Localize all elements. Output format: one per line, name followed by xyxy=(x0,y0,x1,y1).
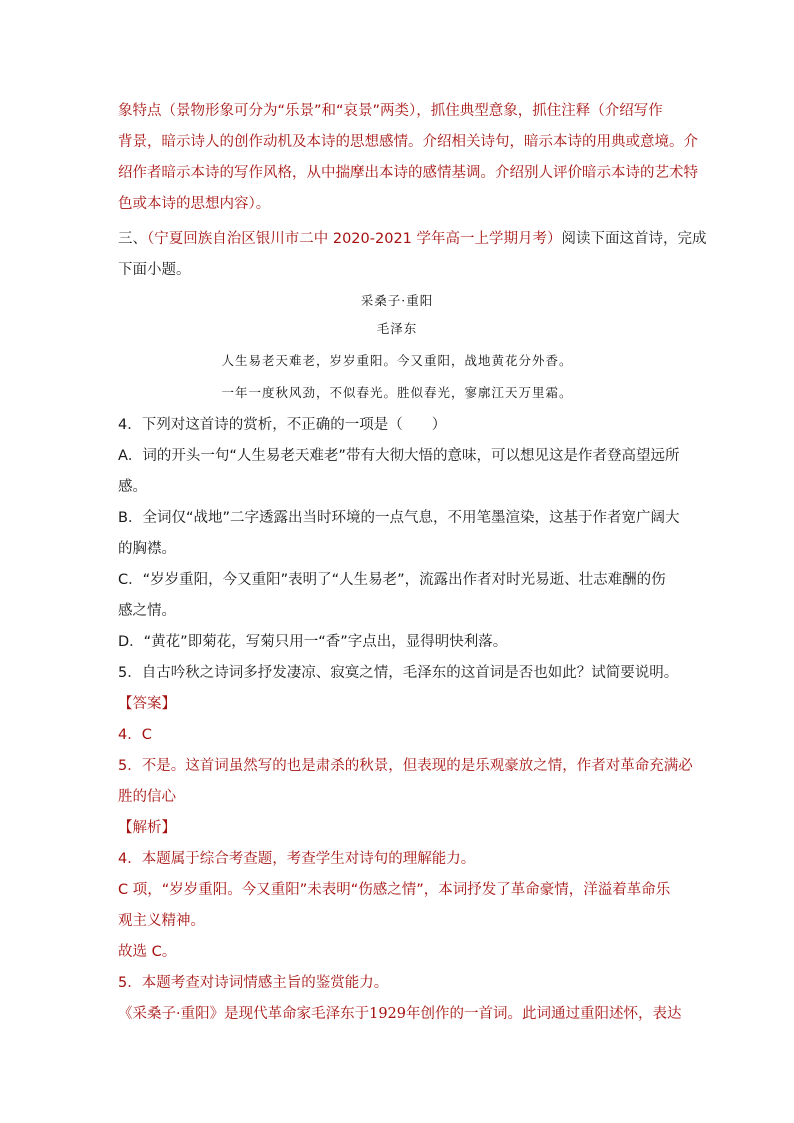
question-5: 5．自古吟秋之诗词多抒发凄凉、寂寞之情，毛泽东的这首词是否也如此？试简要说明。 xyxy=(118,665,679,681)
analysis-line-2: C 项，“岁岁重阳。今又重阳”未表明“伤感之情”，本词抒发了革命豪情，洋溢着革命乐 xyxy=(118,882,671,898)
poem-author: 毛泽东 xyxy=(376,321,418,336)
section3-prefix: 三、 xyxy=(118,231,147,247)
intro-line-3: 绍作者暗示本诗的写作风格，从中揣摩出本诗的感情基调。介绍别人评价暗示本诗的艺术特 xyxy=(118,165,698,181)
intro-line-1: 象特点（景物形象可分为“乐景”和“哀景”两类），抓住典型意象，抓住注释（介绍写作 xyxy=(118,103,663,119)
poem-title: 采桑子·重阳 xyxy=(360,293,434,308)
analysis-line-6-a: 《采桑子·重阳》是现代革命家毛泽东于 xyxy=(118,1006,370,1022)
analysis-line-6 xyxy=(118,1004,682,1024)
intro-line-4: 色或本诗的思想内容）。 xyxy=(118,196,271,212)
analysis-line-5: 5．本题考查对诗词情感主旨的鉴赏能力。 xyxy=(118,975,389,991)
answer-5-line-1: 5．不是。这首词虽然写的也是肃杀的秋景，但表现的是乐观豪放之情，作者对革命充满必 xyxy=(118,758,693,774)
analysis-heading: 【解析】 xyxy=(118,820,176,836)
option-d: D．“黄花”即菊花，写菊只用一“香”字点出，显得明快利落。 xyxy=(118,634,508,650)
answer-4: 4．C xyxy=(118,727,152,743)
option-b-line-2: 的胸襟。 xyxy=(118,541,176,557)
analysis-line-4: 故选 C。 xyxy=(118,944,177,960)
analysis-year: 1929 xyxy=(369,1006,407,1022)
intro-line-2: 背景，暗示诗人的创作动机及本诗的思想感情。介绍相关诗句，暗示本诗的用典或意境。介 xyxy=(118,134,698,150)
poem-line-1: 人生易老天难老，岁岁重阳。今又重阳，战地黄花分外香。 xyxy=(221,353,573,368)
section3-source: （宁夏回族自治区银川市二中 2020-2021 学年高一上学期月考） xyxy=(147,231,562,247)
question-4: 4．下列对这首诗的赏析，不正确的一项是（ ） xyxy=(118,417,447,433)
poem-line-2: 一年一度秋风劲，不似春光。胜似春光，寥廓江天万里霜。 xyxy=(221,385,573,400)
option-c-line-2: 感之情。 xyxy=(118,603,176,619)
analysis-line-6-b: 年创作的一首词。此词通过重阳述怀，表达 xyxy=(406,1006,682,1022)
answer-5-line-2: 胜的信心 xyxy=(118,789,176,805)
option-b-line-1: B．全词仅“战地”二字透露出当时环境的一点气息，不用笔墨渲染，这基于作者宽广阔大 xyxy=(118,510,680,526)
answer-heading: 【答案】 xyxy=(118,696,176,712)
analysis-line-1: 4．本题属于综合考查题，考查学生对诗句的理解能力。 xyxy=(118,851,476,867)
section3-heading xyxy=(118,229,707,249)
section3-instruction: 阅读下面这首诗，完成 xyxy=(561,231,707,247)
analysis-line-3: 观主义精神。 xyxy=(118,913,205,929)
option-c-line-1: C．“岁岁重阳，今又重阳”表明了“人生易老”，流露出作者对时光易逝、壮志难酬的伤 xyxy=(118,572,666,588)
option-a-line-2: 感。 xyxy=(118,479,147,495)
option-a-line-1: A．词的开头一句“人生易老天难老”带有大彻大悟的意味，可以想见这是作者登高望远所 xyxy=(118,448,680,464)
section3-instruction-line2: 下面小题。 xyxy=(118,262,191,278)
